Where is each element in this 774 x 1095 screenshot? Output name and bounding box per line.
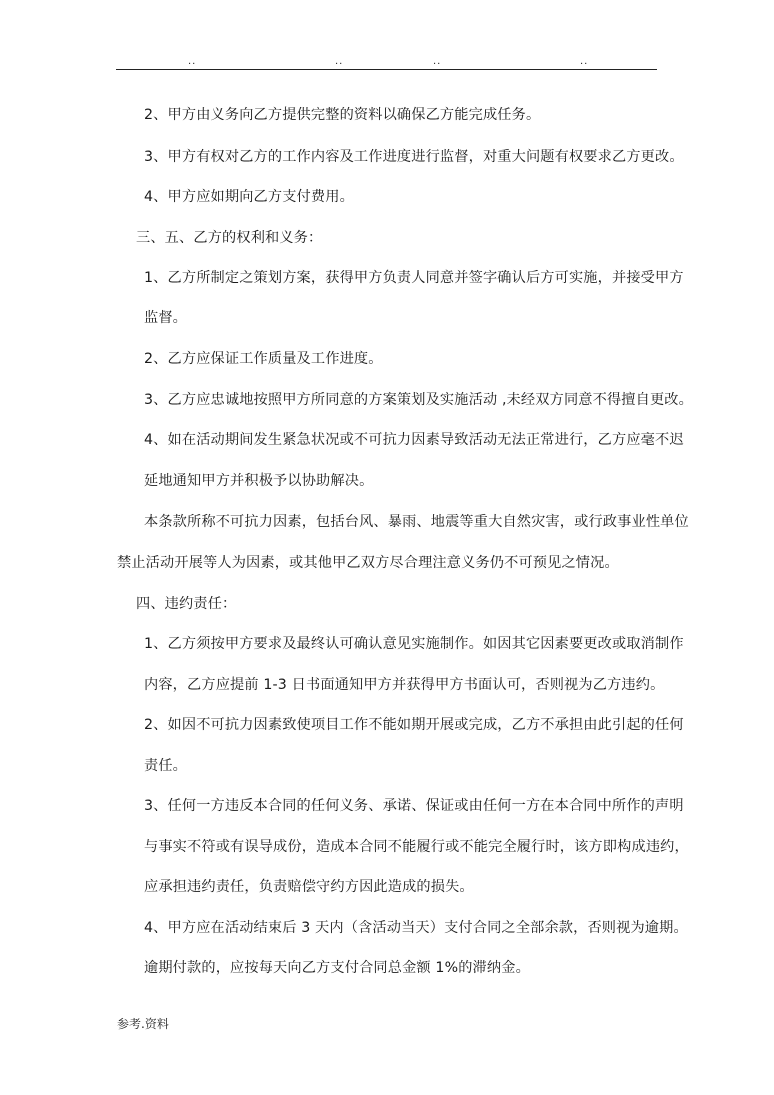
section-heading: 三、五、乙方的权利和义务： bbox=[136, 230, 323, 246]
text-line: 内容，乙方应提前 1-3 日书面通知甲方并获得甲方书面认可，否则视为乙方违约。 bbox=[144, 677, 665, 693]
header-dots: .. bbox=[433, 56, 442, 67]
text-line: 4、甲方应如期向乙方支付费用。 bbox=[144, 189, 354, 205]
text-line: 逾期付款的，应按每天向乙方支付合同总金额 1%的滞纳金。 bbox=[144, 960, 530, 976]
text-line: 禁止活动开展等人为因素，或其他甲乙双方尽合理注意义务仍不可预见之情况。 bbox=[117, 555, 619, 571]
text-line: 延地通知甲方并积极予以协助解决。 bbox=[144, 473, 374, 489]
text-line: 2、如因不可抗力因素致使项目工作不能如期开展或完成，乙方不承担由此引起的任何 bbox=[144, 717, 684, 733]
text-line: 本条款所称不可抗力因素，包括台风、暴雨、地震等重大自然灾害，或行政事业性单位 bbox=[144, 514, 689, 530]
text-line: 责任。 bbox=[144, 758, 188, 774]
header-dots: .. bbox=[188, 56, 197, 67]
text-line: 4、甲方应在活动结束后 3 天内（含活动当天）支付合同之全部余款，否则视为逾期。 bbox=[144, 920, 688, 936]
text-line: 3、乙方应忠诚地按照甲方所同意的方案策划及实施活动 ,未经双方同意不得擅自更改。 bbox=[144, 392, 693, 408]
section-heading: 四、违约责任： bbox=[136, 596, 237, 612]
text-line: 应承担违约责任，负责赔偿守约方因此造成的损失。 bbox=[144, 879, 474, 895]
text-line: 1、乙方所制定之策划方案，获得甲方负责人同意并签字确认后方可实施，并接受甲方 bbox=[144, 270, 684, 286]
text-line: 2、乙方应保证工作质量及工作进度。 bbox=[144, 351, 383, 367]
text-line: 3、甲方有权对乙方的工作内容及工作进度进行监督，对重大问题有权要求乙方更改。 bbox=[144, 149, 684, 165]
header-dots: .. bbox=[335, 56, 344, 67]
text-line: 监督。 bbox=[144, 310, 188, 326]
text-line: 1、乙方须按甲方要求及最终认可确认意见实施制作。如因其它因素要更改或取消制作 bbox=[144, 636, 684, 652]
text-line: 与事实不符或有误导成份，造成本合同不能履行或不能完全履行时，该方即构成违约， bbox=[144, 839, 689, 855]
header-dots: .. bbox=[580, 56, 589, 67]
footer-text: 参考.资料 bbox=[117, 1017, 169, 1031]
header-rule bbox=[116, 69, 657, 70]
text-line: 3、任何一方违反本合同的任何义务、承诺、保证或由任何一方在本合同中所作的声明 bbox=[144, 798, 684, 814]
text-line: 4、如在活动期间发生紧急状况或不可抗力因素导致活动无法正常进行，乙方应毫不迟 bbox=[144, 432, 684, 448]
text-line: 2、甲方由义务向乙方提供完整的资料以确保乙方能完成任务。 bbox=[144, 107, 541, 123]
